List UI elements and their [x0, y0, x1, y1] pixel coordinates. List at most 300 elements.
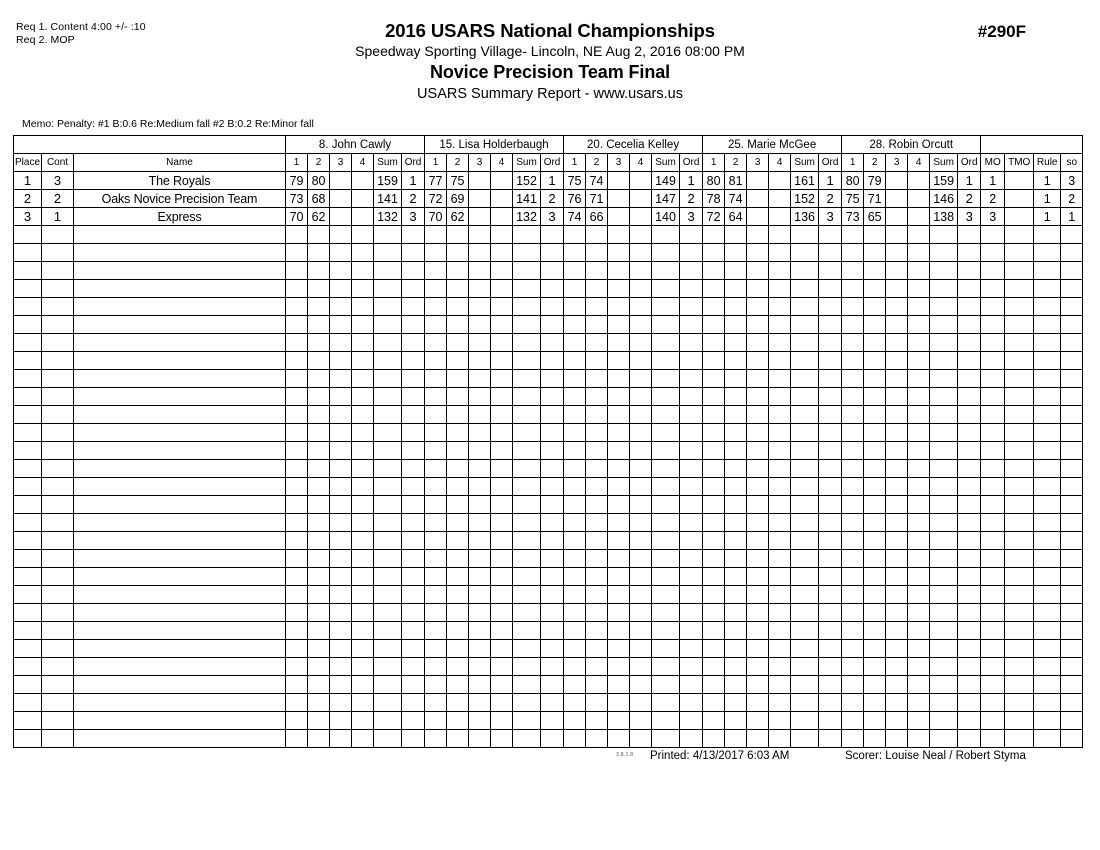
col-header-so[interactable]: so [1061, 154, 1083, 172]
cell-j2-ord: 2 [541, 190, 564, 208]
cell-j2-s2 [447, 640, 469, 658]
cell-name [74, 316, 286, 334]
col-header-j4-sum[interactable]: Sum [791, 154, 819, 172]
cell-j5-s1 [842, 370, 864, 388]
col-header-j1-3[interactable]: 3 [330, 154, 352, 172]
cell-j4-sum [791, 424, 819, 442]
cell-j2-s2 [447, 478, 469, 496]
cell-tmo [1005, 568, 1034, 586]
table-empty-row[interactable] [14, 658, 1083, 676]
cell-j1-s3 [330, 388, 352, 406]
cell-j1-s2 [308, 352, 330, 370]
cell-j4-ord [819, 406, 842, 424]
cell-cont [42, 604, 74, 622]
cell-j3-s4 [630, 262, 652, 280]
table-empty-row[interactable] [14, 604, 1083, 622]
col-header-j2-3[interactable]: 3 [469, 154, 491, 172]
cell-j4-s2 [725, 694, 747, 712]
cell-tmo [1005, 694, 1034, 712]
table-empty-row[interactable] [14, 478, 1083, 496]
cell-j5-s2: 79 [864, 172, 886, 190]
cell-place [14, 406, 42, 424]
col-header-name[interactable]: Name [74, 154, 286, 172]
cell-j3-s2 [586, 244, 608, 262]
cell-j4-ord [819, 442, 842, 460]
cell-j1-s2 [308, 712, 330, 730]
table-empty-row[interactable] [14, 550, 1083, 568]
cell-j2-s3 [469, 424, 491, 442]
cell-j3-s1 [564, 658, 586, 676]
cell-j5-s1 [842, 226, 864, 244]
cell-j2-s1 [425, 604, 447, 622]
cell-j5-s4 [908, 172, 930, 190]
table-empty-row[interactable] [14, 712, 1083, 730]
cell-j1-sum [374, 352, 402, 370]
cell-j1-sum [374, 568, 402, 586]
cell-j1-s3 [330, 586, 352, 604]
cell-j5-s3 [886, 172, 908, 190]
cell-j2-s4 [491, 676, 513, 694]
cell-j3-ord [680, 370, 703, 388]
table-empty-row[interactable] [14, 388, 1083, 406]
col-header-j4-1[interactable]: 1 [703, 154, 725, 172]
cell-j1-ord [402, 640, 425, 658]
cell-j5-s4 [908, 460, 930, 478]
cell-j2-s1 [425, 244, 447, 262]
cell-j5-s2 [864, 406, 886, 424]
cell-j1-s1 [286, 334, 308, 352]
cell-j5-sum [930, 298, 958, 316]
cell-tmo [1005, 622, 1034, 640]
cell-j1-s3 [330, 442, 352, 460]
cell-so [1061, 604, 1083, 622]
cell-j5-s2 [864, 568, 886, 586]
table-empty-row[interactable] [14, 370, 1083, 388]
col-header-j1-2[interactable]: 2 [308, 154, 330, 172]
cell-j3-s2 [586, 568, 608, 586]
cell-j5-s1 [842, 262, 864, 280]
col-header-j5-1[interactable]: 1 [842, 154, 864, 172]
cell-mo [981, 550, 1005, 568]
cell-rule [1034, 424, 1061, 442]
cell-tmo [1005, 586, 1034, 604]
cell-j1-s3 [330, 172, 352, 190]
cell-j2-s3 [469, 586, 491, 604]
col-header-j4-3[interactable]: 3 [747, 154, 769, 172]
cell-mo [981, 406, 1005, 424]
cell-j3-s3 [608, 676, 630, 694]
cell-j5-ord [958, 586, 981, 604]
cell-j2-s3 [469, 478, 491, 496]
cell-j1-s1 [286, 604, 308, 622]
table-empty-row[interactable] [14, 568, 1083, 586]
cell-tmo [1005, 424, 1034, 442]
cell-j5-s4 [908, 712, 930, 730]
col-header-j3-4[interactable]: 4 [630, 154, 652, 172]
cell-cont [42, 658, 74, 676]
cell-j3-s3 [608, 388, 630, 406]
cell-j2-s1 [425, 424, 447, 442]
table-empty-row[interactable] [14, 586, 1083, 604]
cell-j4-s4 [769, 244, 791, 262]
cell-rule [1034, 658, 1061, 676]
cell-tmo [1005, 316, 1034, 334]
cell-j3-sum [652, 262, 680, 280]
cell-j4-ord: 2 [819, 190, 842, 208]
cell-j3-s4 [630, 370, 652, 388]
table-empty-row[interactable] [14, 316, 1083, 334]
cell-j4-ord [819, 622, 842, 640]
table-empty-row[interactable] [14, 406, 1083, 424]
cell-j2-s4 [491, 406, 513, 424]
cell-j1-sum [374, 514, 402, 532]
col-header-j4-ord[interactable]: Ord [819, 154, 842, 172]
cell-tmo [1005, 712, 1034, 730]
cell-j1-s1 [286, 658, 308, 676]
cell-j3-s4 [630, 604, 652, 622]
cell-mo [981, 568, 1005, 586]
cell-place [14, 316, 42, 334]
cell-j3-s3 [608, 424, 630, 442]
cell-j5-s1 [842, 352, 864, 370]
table-empty-row[interactable] [14, 694, 1083, 712]
table-empty-row[interactable] [14, 532, 1083, 550]
cell-j5-ord [958, 334, 981, 352]
cell-j1-s3 [330, 226, 352, 244]
cell-j2-s2 [447, 658, 469, 676]
table-empty-row[interactable] [14, 442, 1083, 460]
cell-j4-s3 [747, 712, 769, 730]
cell-j3-s2 [586, 604, 608, 622]
col-header-j3-2[interactable]: 2 [586, 154, 608, 172]
cell-j3-sum [652, 478, 680, 496]
cell-j1-s3 [330, 460, 352, 478]
cell-j2-s2: 69 [447, 190, 469, 208]
col-header-j5-2[interactable]: 2 [864, 154, 886, 172]
cell-j4-sum: 152 [791, 190, 819, 208]
cell-name [74, 334, 286, 352]
cell-j3-sum [652, 316, 680, 334]
table-empty-row[interactable] [14, 334, 1083, 352]
cell-j5-ord [958, 550, 981, 568]
cell-j5-ord [958, 478, 981, 496]
col-header-j1-1[interactable]: 1 [286, 154, 308, 172]
col-header-cont[interactable]: Cont [42, 154, 74, 172]
cell-rule [1034, 532, 1061, 550]
cell-j2-s3 [469, 298, 491, 316]
cell-j5-s3 [886, 730, 908, 748]
cell-j4-s1 [703, 694, 725, 712]
cell-j4-s3 [747, 226, 769, 244]
col-header-j2-2[interactable]: 2 [447, 154, 469, 172]
col-header-j1-ord[interactable]: Ord [402, 154, 425, 172]
cell-j5-sum [930, 388, 958, 406]
cell-tmo [1005, 334, 1034, 352]
cell-j1-s4 [352, 262, 374, 280]
cell-tmo [1005, 658, 1034, 676]
cell-j3-s1 [564, 586, 586, 604]
cell-place [14, 622, 42, 640]
table-empty-row[interactable] [14, 730, 1083, 748]
cell-j5-s4 [908, 640, 930, 658]
cell-j1-ord [402, 532, 425, 550]
cell-j4-s1 [703, 514, 725, 532]
cell-rule [1034, 550, 1061, 568]
cell-j2-s3 [469, 496, 491, 514]
cell-j3-s3 [608, 280, 630, 298]
cell-j2-s4 [491, 370, 513, 388]
cell-j4-s1: 80 [703, 172, 725, 190]
cell-j5-s4 [908, 406, 930, 424]
cell-j1-s4 [352, 460, 374, 478]
cell-j5-s4 [908, 496, 930, 514]
cell-j4-s3 [747, 352, 769, 370]
cell-j3-s1: 75 [564, 172, 586, 190]
cell-mo [981, 712, 1005, 730]
cell-j4-s3 [747, 280, 769, 298]
cell-j5-s2: 71 [864, 190, 886, 208]
cell-name [74, 298, 286, 316]
cell-place [14, 478, 42, 496]
col-header-j1-4[interactable]: 4 [352, 154, 374, 172]
cell-j2-s2 [447, 586, 469, 604]
cell-name [74, 388, 286, 406]
cell-cont [42, 280, 74, 298]
table-empty-row[interactable] [14, 298, 1083, 316]
cell-j2-s2 [447, 442, 469, 460]
cell-j4-sum: 161 [791, 172, 819, 190]
cell-j3-sum [652, 694, 680, 712]
cell-so: 3 [1061, 172, 1083, 190]
cell-j2-s4 [491, 226, 513, 244]
cell-j1-s3 [330, 640, 352, 658]
col-header-j3-1[interactable]: 1 [564, 154, 586, 172]
cell-j5-s1 [842, 712, 864, 730]
cell-j1-s1 [286, 622, 308, 640]
cell-j5-s3 [886, 478, 908, 496]
table-empty-row[interactable] [14, 640, 1083, 658]
cell-j2-sum [513, 514, 541, 532]
cell-j3-s4 [630, 298, 652, 316]
cell-name [74, 226, 286, 244]
col-header-j3-ord[interactable]: Ord [680, 154, 703, 172]
cell-j4-s1 [703, 550, 725, 568]
col-header-j2-4[interactable]: 4 [491, 154, 513, 172]
cell-j3-ord [680, 568, 703, 586]
cell-j5-sum [930, 532, 958, 550]
cell-j3-s1 [564, 352, 586, 370]
cell-j5-s4 [908, 586, 930, 604]
cell-j4-s4 [769, 460, 791, 478]
col-header-j5-3[interactable]: 3 [886, 154, 908, 172]
cell-j1-s4 [352, 208, 374, 226]
table-row[interactable] [14, 208, 1083, 226]
cell-j1-sum [374, 730, 402, 748]
cell-j5-s1 [842, 694, 864, 712]
event-title: Novice Precision Team Final [429, 62, 671, 82]
cell-j3-s1 [564, 514, 586, 532]
cell-j1-s4 [352, 388, 374, 406]
cell-tmo [1005, 496, 1034, 514]
cell-cont [42, 478, 74, 496]
col-header-j2-1[interactable]: 1 [425, 154, 447, 172]
cell-j3-s3 [608, 658, 630, 676]
cell-j1-sum [374, 694, 402, 712]
cell-j3-ord [680, 316, 703, 334]
cell-j4-s4 [769, 622, 791, 640]
cell-j4-sum [791, 334, 819, 352]
cell-j3-s3 [608, 694, 630, 712]
col-header-mo[interactable]: MO [981, 154, 1005, 172]
cell-j1-sum: 132 [374, 208, 402, 226]
cell-place: 3 [14, 208, 42, 226]
cell-j5-s3 [886, 370, 908, 388]
cell-j2-s3 [469, 640, 491, 658]
cell-j5-s4 [908, 298, 930, 316]
cell-j3-s3 [608, 190, 630, 208]
cell-j5-s4 [908, 262, 930, 280]
cell-j4-ord [819, 730, 842, 748]
cell-j3-s1 [564, 316, 586, 334]
cell-j5-ord [958, 604, 981, 622]
cell-j2-sum [513, 676, 541, 694]
printed-timestamp: Printed: 4/13/2017 6:03 AM [650, 750, 790, 762]
cell-j3-ord [680, 460, 703, 478]
cell-j2-s3 [469, 712, 491, 730]
cell-j1-s1 [286, 478, 308, 496]
cell-j3-sum [652, 352, 680, 370]
table-empty-row[interactable] [14, 514, 1083, 532]
cell-j5-ord [958, 676, 981, 694]
cell-j3-s4 [630, 334, 652, 352]
cell-j5-s2 [864, 226, 886, 244]
table-empty-row[interactable] [14, 262, 1083, 280]
cell-so [1061, 388, 1083, 406]
table-empty-row[interactable] [14, 676, 1083, 694]
col-header-rule[interactable]: Rule [1034, 154, 1061, 172]
cell-j2-sum: 132 [513, 208, 541, 226]
cell-rule [1034, 478, 1061, 496]
cell-mo [981, 676, 1005, 694]
cell-j4-s1 [703, 352, 725, 370]
cell-j1-s4 [352, 352, 374, 370]
cell-j3-s1 [564, 478, 586, 496]
cell-j4-ord [819, 334, 842, 352]
cell-j4-s1 [703, 316, 725, 334]
cell-j4-s4 [769, 730, 791, 748]
table-empty-row[interactable] [14, 226, 1083, 244]
cell-j5-ord [958, 370, 981, 388]
cell-j5-sum [930, 712, 958, 730]
cell-j3-sum [652, 730, 680, 748]
cell-j4-s4 [769, 388, 791, 406]
cell-j2-s3 [469, 604, 491, 622]
cell-j5-ord: 3 [958, 208, 981, 226]
cell-j4-s3 [747, 514, 769, 532]
cell-rule [1034, 640, 1061, 658]
table-empty-row[interactable] [14, 496, 1083, 514]
col-header-j5-sum[interactable]: Sum [930, 154, 958, 172]
cell-j2-sum [513, 478, 541, 496]
table-empty-row[interactable] [14, 622, 1083, 640]
col-header-j5-4[interactable]: 4 [908, 154, 930, 172]
cell-j3-s3 [608, 712, 630, 730]
table-empty-row[interactable] [14, 460, 1083, 478]
cell-so [1061, 694, 1083, 712]
cell-j4-sum [791, 550, 819, 568]
table-empty-row[interactable] [14, 424, 1083, 442]
cell-j1-s4 [352, 640, 374, 658]
cell-j1-ord [402, 496, 425, 514]
cell-j1-s3 [330, 604, 352, 622]
col-header-tmo[interactable]: TMO [1005, 154, 1034, 172]
cell-j5-sum [930, 352, 958, 370]
cell-j2-s3 [469, 676, 491, 694]
cell-j1-sum [374, 244, 402, 262]
col-header-j3-sum[interactable]: Sum [652, 154, 680, 172]
cell-place: 1 [14, 172, 42, 190]
col-header-j4-2[interactable]: 2 [725, 154, 747, 172]
col-header-place[interactable]: Place [14, 154, 42, 172]
cell-j2-s4 [491, 316, 513, 334]
cell-j4-s4 [769, 262, 791, 280]
championship-title: 2016 USARS National Championships [385, 20, 715, 41]
cell-j5-s3 [886, 424, 908, 442]
cell-j3-s3 [608, 172, 630, 190]
cell-j5-s3 [886, 208, 908, 226]
cell-j2-ord [541, 370, 564, 388]
cell-j4-sum [791, 226, 819, 244]
cell-rule [1034, 694, 1061, 712]
cell-j2-s3 [469, 388, 491, 406]
cell-j3-s2 [586, 622, 608, 640]
cell-cont [42, 514, 74, 532]
cell-j3-s4 [630, 622, 652, 640]
cell-rule: 1 [1034, 190, 1061, 208]
col-header-j5-ord[interactable]: Ord [958, 154, 981, 172]
cell-j3-sum [652, 514, 680, 532]
col-header-j1-sum[interactable]: Sum [374, 154, 402, 172]
cell-rule [1034, 316, 1061, 334]
col-header-j2-ord[interactable]: Ord [541, 154, 564, 172]
cell-mo [981, 334, 1005, 352]
cell-j2-sum [513, 496, 541, 514]
cell-j5-s1 [842, 460, 864, 478]
cell-j1-ord [402, 586, 425, 604]
table-row[interactable] [14, 172, 1083, 190]
table-empty-row[interactable] [14, 280, 1083, 298]
cell-j5-s2 [864, 370, 886, 388]
table-empty-row[interactable] [14, 352, 1083, 370]
cell-j5-sum: 146 [930, 190, 958, 208]
cell-j4-s3 [747, 568, 769, 586]
table-row[interactable] [14, 190, 1083, 208]
cell-j2-sum [513, 406, 541, 424]
table-empty-row[interactable] [14, 244, 1083, 262]
col-header-j3-3[interactable]: 3 [608, 154, 630, 172]
cell-place [14, 298, 42, 316]
cell-j5-s2 [864, 460, 886, 478]
cell-j3-s1 [564, 280, 586, 298]
cell-j4-s2 [725, 514, 747, 532]
cell-place [14, 460, 42, 478]
col-header-j4-4[interactable]: 4 [769, 154, 791, 172]
col-header-j2-sum[interactable]: Sum [513, 154, 541, 172]
cell-j3-s1 [564, 406, 586, 424]
cell-cont: 1 [42, 208, 74, 226]
cell-j1-s3 [330, 370, 352, 388]
cell-j3-sum [652, 568, 680, 586]
